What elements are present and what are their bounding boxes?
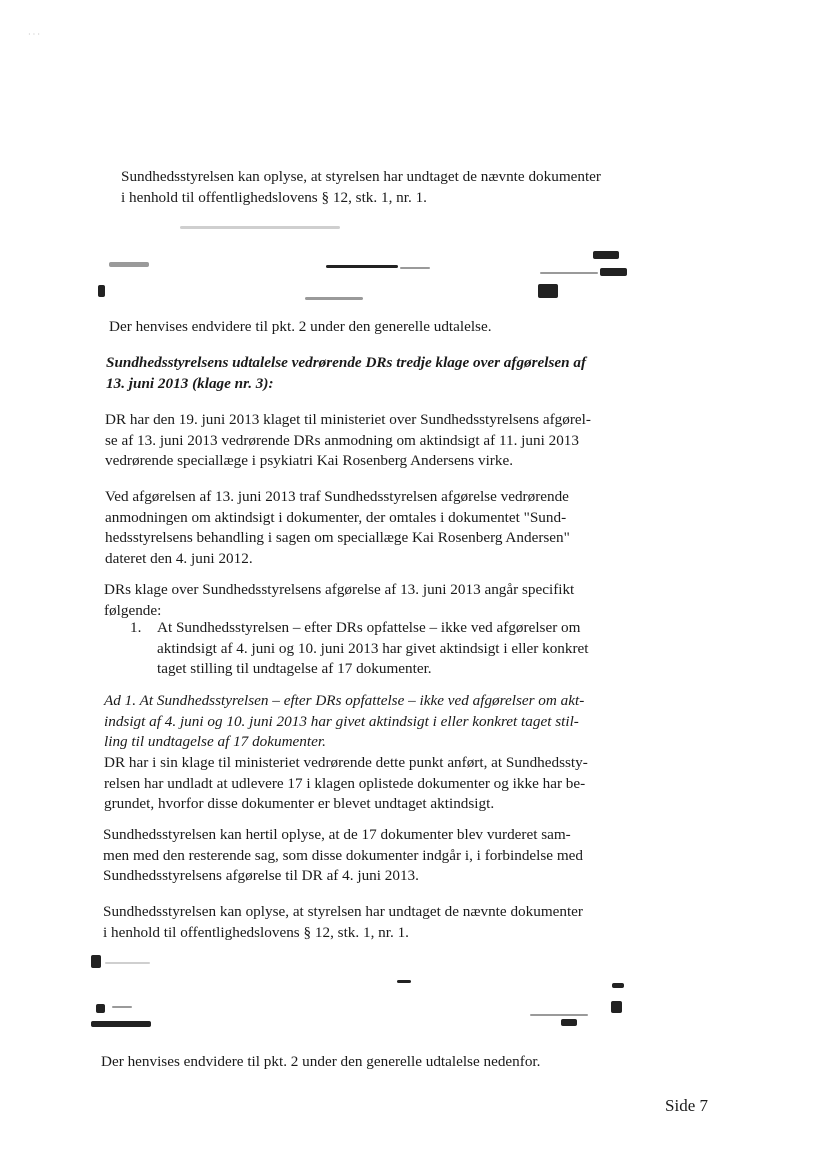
text-line: Sundhedsstyrelsen kan oplyse, at styrelsen har undtaget de nævnte dokumenter — [121, 168, 601, 185]
text-line: Der henvises endvidere til pkt. 2 under den generelle udtalelse. — [109, 318, 492, 335]
page-number: Side 7 — [665, 1096, 708, 1115]
paragraph-complaint — [105, 410, 591, 472]
text-line: DR har i sin klage til ministeriet vedrørende dette punkt anført, at Sundhedssty- — [104, 754, 588, 771]
paragraph-specific — [104, 580, 574, 621]
text-line: taget stilling til undtagelse af 17 dokumenter. — [157, 660, 432, 677]
ad1-italic-heading — [104, 691, 584, 753]
text-line: At Sundhedsstyrelsen – efter DRs opfattelse – ikke ved afgørelser om — [157, 619, 581, 636]
text-line: hedsstyrelsens behandling i sagen om speciallæge Kai Rosenberg Andersen" — [105, 529, 570, 546]
text-line: men med den resterende sag, som disse dokumenter indgår i, i forbindelse med — [103, 846, 583, 864]
text-line: vedrørende speciallæge i psykiatri Kai Rosenberg Andersens virke. — [105, 452, 513, 469]
list-item-body — [157, 618, 589, 680]
paragraph-exemption-2 — [103, 902, 583, 943]
text-line: i henhold til offentlighedslovens § 12, stk. 1, nr. 1. — [103, 923, 409, 941]
text-line: Sundhedsstyrelsens afgørelse til DR af 4. juni 2013. — [103, 867, 419, 884]
text-line: Der henvises endvidere til pkt. 2 under den generelle udtalelse nedenfor. — [101, 1053, 541, 1070]
paragraph-ad1-body — [104, 753, 588, 815]
text-line: Sundhedsstyrelsen kan hertil oplyse, at de 17 dokumenter blev vurderet sam- — [103, 826, 571, 843]
text-line: DR har den 19. juni 2013 klaget til ministeriet over Sundhedsstyrelsens afgørel- — [105, 411, 591, 428]
paragraph-exemption-1 — [121, 167, 601, 208]
text-line: ling til undtagelse af 17 dokumenter. — [104, 733, 326, 750]
reference-general-1 — [109, 317, 492, 338]
scan-speck: · · · — [28, 30, 40, 39]
text-line: følgende: — [104, 601, 162, 619]
text-line: anmodningen om aktindsigt i dokumenter, der omtales i dokumentet "Sund- — [105, 508, 567, 526]
text-line: Ved afgørelsen af 13. juni 2013 traf Sundhedsstyrelsen afgørelse vedrørende — [105, 488, 569, 505]
list-number: 1. — [130, 619, 142, 636]
heading-line: 13. juni 2013 (klage nr. 3): — [106, 374, 274, 392]
text-line: relsen har undladt at udlevere 17 i klagen oplistede dokumenter og ikke har be- — [104, 774, 586, 792]
text-line: Ad 1. At Sundhedsstyrelsen – efter DRs opfattelse – ikke ved afgørelser om akt- — [104, 692, 585, 709]
text-line: i henhold til offentlighedslovens § 12, stk. 1, nr. 1. — [121, 188, 427, 206]
text-line: DRs klage over Sundhedsstyrelsens afgørelse af 13. juni 2013 angår specifikt — [104, 581, 575, 598]
paragraph-decision — [105, 487, 570, 569]
paragraph-assessed — [103, 825, 583, 887]
text-line: Sundhedsstyrelsen kan oplyse, at styrelsen har undtaget de nævnte dokumenter — [103, 903, 583, 920]
reference-general-2 — [101, 1052, 540, 1073]
text-line: dateret den 4. juni 2012. — [105, 549, 253, 567]
text-line: se af 13. juni 2013 vedrørende DRs anmodning om aktindsigt af 11. juni 2013 — [105, 431, 579, 449]
text-line: aktindsigt af 4. juni og 10. juni 2013 har givet aktindsigt i eller konkret — [157, 639, 589, 657]
text-line: indsigt af 4. juni og 10. juni 2013 har givet aktindsigt i eller konkret taget stil- — [104, 712, 579, 730]
text-line: grundet, hvorfor disse dokumenter er blevet undtaget aktindsigt. — [104, 795, 495, 812]
section-heading — [106, 353, 586, 394]
heading-line: Sundhedsstyrelsens udtalelse vedrørende DRs tredje klage over afgørelsen af — [106, 354, 587, 371]
